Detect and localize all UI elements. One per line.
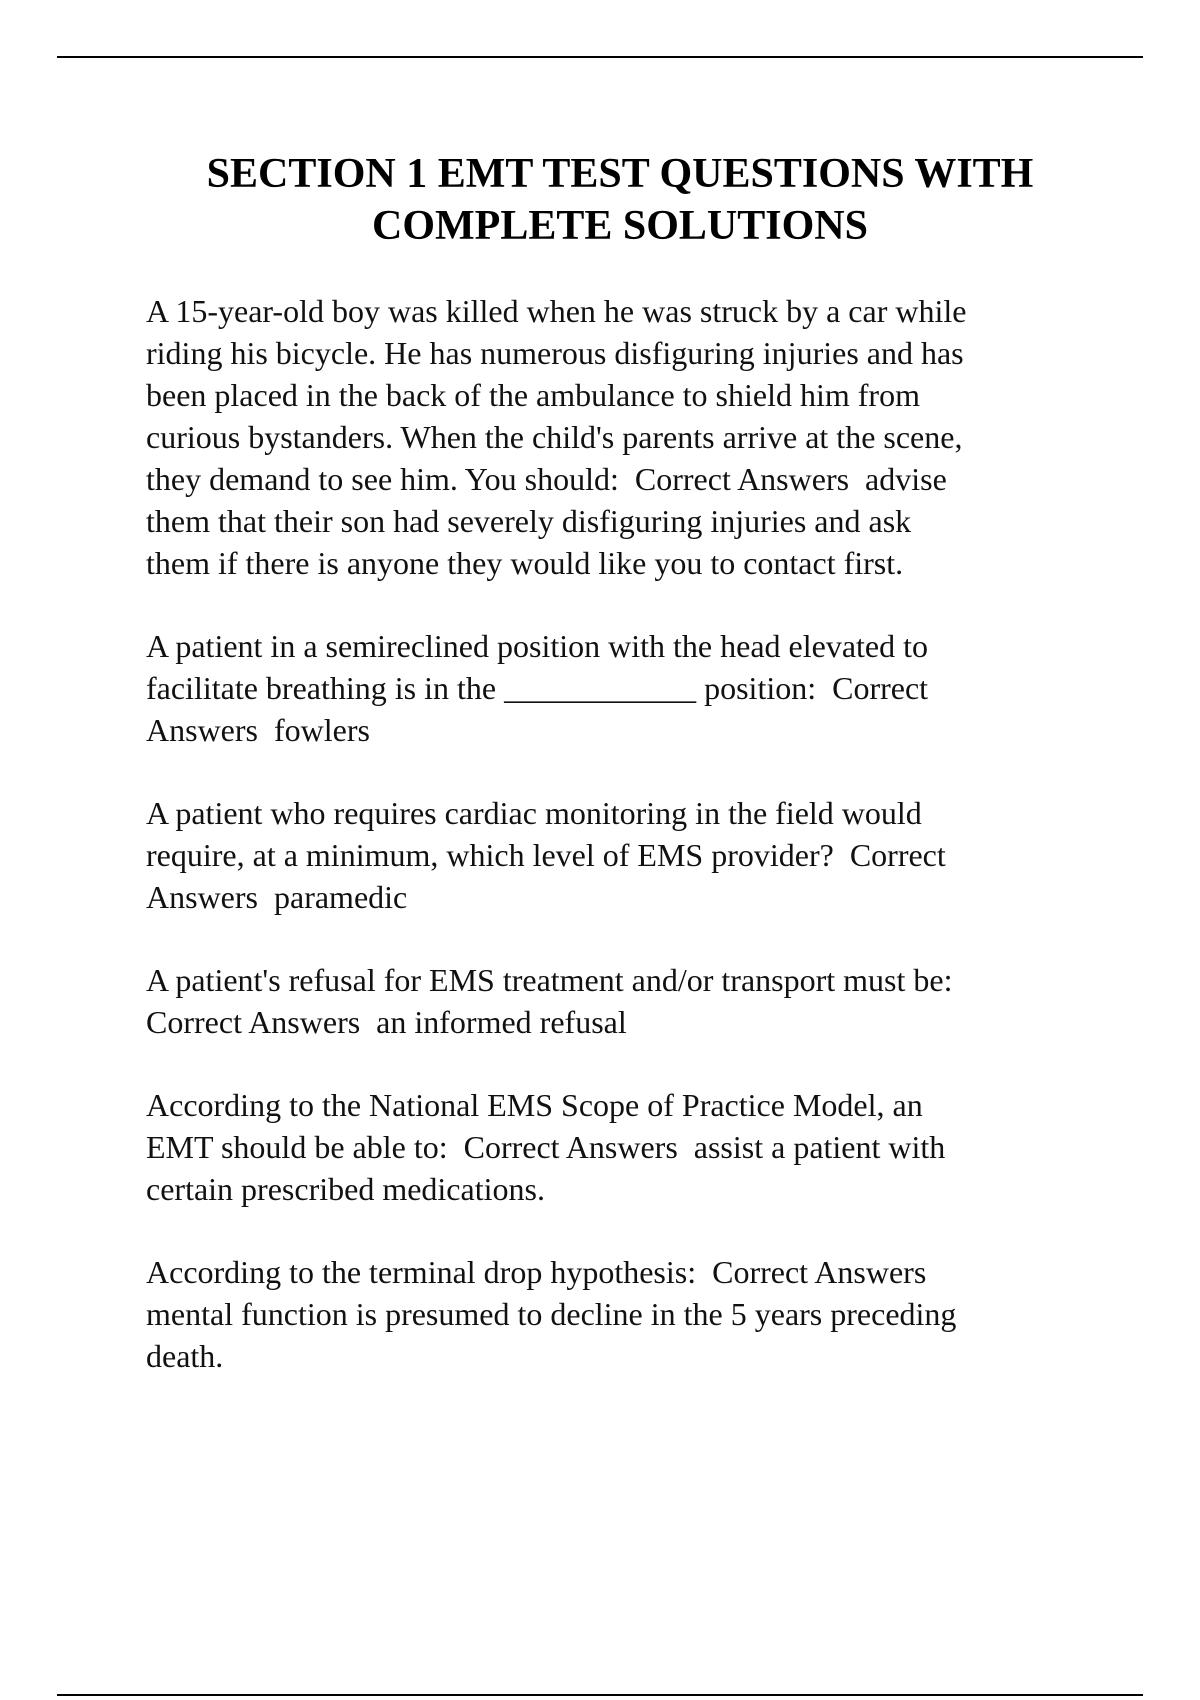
question-answer-6: According to the terminal drop hypothesis: Correct Answers mental function is presumed to decline in the 5 years preceding death. (146, 1254, 957, 1374)
title-line-2: COMPLETE SOLUTIONS (372, 203, 868, 249)
document-title (100, 148, 1140, 252)
top-rule (57, 56, 1143, 58)
question-answer-2: A patient in a semireclined position with the head elevated to facilitate breathing is in the ____________ position: Correct Answers fowlers (146, 628, 929, 748)
question-answer-4: A patient's refusal for EMS treatment and/or transport must be: Correct Answers an informed refusal (146, 962, 953, 1040)
bottom-rule (57, 1694, 1143, 1696)
question-answer-5: According to the National EMS Scope of Practice Model, an EMT should be able to: Correct Answers assist a patient with certain prescribed medications. (146, 1087, 946, 1207)
question-list (146, 290, 1106, 1418)
question-answer-3: A patient who requires cardiac monitoring in the field would require, at a minimum, which level of EMS provider? Correct Answers paramedic (146, 795, 946, 915)
title-line-1: SECTION 1 EMT TEST QUESTIONS WITH (206, 151, 1034, 197)
question-answer-1: A 15-year-old boy was killed when he was struck by a car while riding his bicycle. He has numerous disfiguring injuries and has been placed in the back of the ambulance to shield him from curious bystanders. When the child's parents arrive at the scene, they demand to see him. You should: Correct Answers advise them that their son had severely disfiguring injuries and ask them if there is anyone they would like you to contact first. (146, 293, 967, 581)
